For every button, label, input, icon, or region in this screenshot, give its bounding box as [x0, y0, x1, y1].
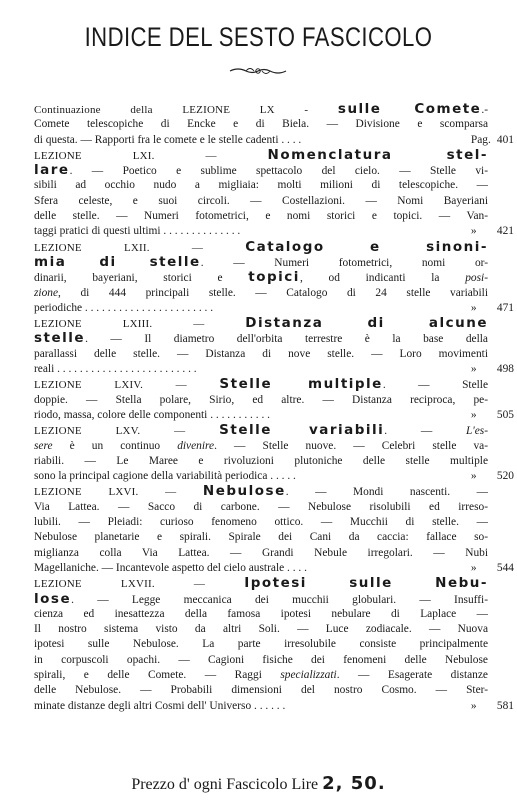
page-title: INDICE DEL SESTO FASCICOLO — [84, 22, 433, 52]
entry-text: doppie. — Stella polare, Sirio, ed altre. — Distanza reciproca, pe- — [34, 393, 488, 406]
lesson-title: stelle — [34, 331, 86, 347]
index-entry — [34, 239, 514, 316]
entry-text: sono la principal cagione della variabilità periodica . . . . . — [34, 470, 296, 483]
index-entry — [34, 102, 514, 148]
index-line — [34, 362, 488, 377]
italic-text: zione — [34, 286, 59, 299]
entry-text: .- — [481, 104, 488, 116]
lesson-title: topici — [248, 270, 300, 286]
index-line — [34, 500, 488, 515]
index-line — [34, 530, 488, 545]
lesson-number: LEZIONE LXI. — — [34, 149, 268, 162]
entry-text: delle Nebulose. — Probabili dimensioni del nostro Cosmo. — Ster- — [34, 684, 488, 697]
italic-text: posi- — [465, 272, 488, 285]
entry-text: riodo, massa, colore delle componenti . . . . . . . . . . . — [34, 408, 270, 421]
entry-text: Magellaniche. — Incantevole aspetto del cielo australe . . . . — [34, 561, 307, 574]
index-line — [34, 637, 488, 652]
index-line — [34, 178, 488, 193]
entry-text: taggi pratici di questi ultimi . . . . . . . . . . . . . . — [34, 225, 241, 238]
index-line — [34, 622, 488, 637]
index-line — [34, 393, 488, 408]
entry-text: . — Stelle — [382, 379, 488, 392]
index-line — [34, 699, 488, 714]
page-reference — [471, 133, 514, 148]
index-line — [34, 653, 488, 668]
page-prefix: » — [470, 699, 477, 712]
index-line — [34, 377, 488, 392]
page-number: 498 — [496, 363, 514, 376]
page-reference — [471, 469, 514, 484]
lesson-title: Distanza di alcune — [245, 316, 488, 332]
page-prefix: » — [470, 470, 477, 483]
italic-text: sere — [34, 439, 53, 452]
entry-text: . — Poetico e sublime spettacolo del cielo. — Stelle vi- — [69, 165, 488, 178]
entry-text: lubili. — Pleiadi: curioso fenomeno ottico. — Mucchii di stelle. — — [34, 516, 488, 529]
entry-text: . — Stelle nuove. — Celebri stelle va- — [214, 439, 488, 452]
index-line — [34, 607, 488, 622]
lesson-number: LEZIONE LXIV. — — [34, 379, 220, 392]
index-line — [34, 102, 488, 117]
page-prefix: » — [470, 225, 477, 238]
entry-text: . — Numeri fotometrici, nomi or- — [200, 256, 488, 269]
entry-text: è un continuo — [52, 439, 178, 452]
entry-text: minate distanze degli altri Cosmi dell' Universo . . . . . . — [34, 699, 286, 712]
entry-text: dinarii, bayeriani, storici e — [34, 272, 249, 285]
entry-text: parallassi delle stelle. — Distanza di nove stelle. — Loro movimenti — [34, 347, 488, 360]
index-line — [34, 117, 488, 132]
lesson-number: LEZIONE LXVI. — — [34, 486, 203, 499]
lesson-title: sulle Comete — [337, 102, 482, 117]
entry-text: . — Mondi nascenti. — — [285, 486, 488, 499]
entry-text: Via Lattea. — Sacco di carbone. — Nebulose risolubili ed irreso- — [34, 500, 488, 513]
entry-text: Sfera celeste, e suoi circoli. — Costellazioni. — Nomi Bayeriani — [34, 194, 488, 207]
entry-text: ipotesi sulle Nebulose. La parte irresolubile consiste principalmente — [34, 638, 488, 651]
index-line — [34, 423, 488, 438]
index-line — [34, 347, 488, 362]
index-line — [34, 576, 488, 591]
lesson-title: Ipotesi sulle Nebu- — [244, 576, 488, 592]
index-line — [34, 561, 488, 576]
index-line — [34, 668, 488, 683]
entry-text: . — Legge meccanica dei mucchii globulari. — Insuffi- — [71, 593, 488, 606]
entry-text: in corpuscoli opachi. — Cagioni fisiche dei fenomeni delle Nebulose — [34, 653, 488, 666]
page-number: 471 — [496, 301, 514, 314]
page-reference — [471, 699, 514, 714]
lesson-number: Continuazione della LEZIONE LX - — [34, 104, 338, 116]
index-line — [34, 286, 488, 301]
entry-text: . — — [384, 425, 466, 438]
index-line — [34, 408, 488, 423]
index-line — [34, 683, 488, 698]
page-reference — [471, 301, 514, 316]
index-line — [34, 240, 488, 255]
index-entry — [34, 316, 514, 377]
page-reference — [471, 561, 514, 576]
index-entry — [34, 147, 514, 240]
lesson-number: LEZIONE LXII. — — [34, 241, 246, 254]
entry-text: spirali, e delle Comete. — Raggi — [34, 668, 281, 681]
index-line — [34, 133, 488, 148]
lesson-title: mia di stelle — [34, 254, 201, 270]
index-line — [34, 469, 488, 484]
index-line — [34, 439, 488, 454]
page-number: 401 — [496, 133, 514, 146]
lesson-title: Catalogo e sinoni- — [245, 239, 488, 255]
index-line — [34, 270, 488, 285]
lesson-title: Nebulose — [202, 484, 286, 500]
entry-text: cienza ed inesattezza della famosa ipotesi nebulare di Laplace — — [34, 607, 488, 620]
entry-text: miglianza colla Via Lattea. — Grandi Nebule irregolari. — Nubi — [34, 546, 488, 559]
index-line — [34, 546, 488, 561]
price-label: Prezzo d' ogni Fascicolo Lire — [131, 776, 319, 793]
entry-text: , di 444 principali stelle. — Catalogo di 24 stelle variabili — [58, 286, 488, 299]
index-line — [34, 209, 488, 224]
page-number: 421 — [496, 225, 514, 238]
index-entry — [34, 423, 514, 484]
index-line — [34, 148, 488, 163]
lesson-title: Nomenclatura stel- — [267, 147, 488, 163]
entry-text: di questa. — Rapporti fra le comete e le stelle cadenti . . . . — [34, 133, 302, 146]
page-prefix: » — [470, 408, 477, 421]
italic-text: L'es- — [465, 425, 488, 438]
index-entry — [34, 377, 514, 423]
page-prefix: Pag. — [470, 133, 491, 146]
lesson-number: LEZIONE LXIII. — — [34, 318, 246, 331]
entry-text: Il nostro sistema visto da altri Soli. — Luce zodiacale. — Nuova — [34, 623, 488, 636]
index-line — [34, 224, 488, 239]
index-line — [34, 163, 488, 178]
index-line — [34, 301, 488, 316]
page-number: 544 — [496, 561, 514, 574]
index-entry — [34, 484, 514, 576]
index-line — [34, 331, 488, 346]
entry-text: Nebulose planetarie e spirali. Spirale dei Cani da caccia: fallace so- — [34, 531, 488, 544]
index-list — [34, 102, 514, 714]
italic-text: divenire — [177, 439, 215, 452]
page-prefix: » — [470, 301, 477, 314]
index-line — [34, 194, 488, 209]
page-reference — [471, 224, 514, 239]
lesson-title: Stelle variabili — [219, 423, 385, 439]
entry-text: periodiche . . . . . . . . . . . . . . . . . . . . . . . — [34, 301, 214, 314]
entry-text: sibili ad occhio nudo a migliaia: molti milioni di telescopiche. — — [34, 179, 488, 192]
ornament-divider — [228, 64, 288, 78]
index-line — [34, 592, 488, 607]
page-number: 520 — [496, 470, 514, 483]
index-line — [34, 454, 488, 469]
lesson-title: lare — [34, 163, 70, 179]
entry-text: . — Esagerate distanze — [336, 668, 488, 681]
lesson-number: LEZIONE LXV. — — [34, 425, 220, 438]
lesson-title: lose — [34, 591, 72, 607]
page-number: 505 — [496, 408, 514, 421]
index-line — [34, 484, 488, 499]
index-entry — [34, 576, 514, 714]
page-prefix: » — [470, 561, 477, 574]
italic-text: specializzati — [280, 668, 337, 681]
lesson-title: Stelle multiple — [219, 377, 383, 393]
index-line — [34, 255, 488, 270]
entry-text: reali . . . . . . . . . . . . . . . . . . . . . . . . . — [34, 363, 197, 376]
index-line — [34, 316, 488, 331]
index-line — [34, 515, 488, 530]
price-line — [0, 773, 517, 794]
entry-text: riabili. — Le Maree e rivoluzioni plutoniche delle stelle multiple — [34, 454, 488, 467]
lesson-number: LEZIONE LXVII. — — [34, 578, 245, 591]
entry-text: Comete telescopiche di Encke e di Biela. — Divisione e scomparsa — [34, 118, 488, 131]
entry-text: . — Il diametro dell'orbita terrestre è la base della — [85, 333, 488, 346]
page-reference — [471, 408, 514, 423]
page-prefix: » — [470, 363, 477, 376]
entry-text: , od indicanti la — [299, 272, 466, 285]
page-number: 581 — [496, 699, 514, 712]
price-amount: 2, 50. — [322, 773, 386, 794]
page-reference — [471, 362, 514, 377]
entry-text: delle stelle. — Numeri fotometrici, e nomi storici e topici. — Van- — [34, 210, 488, 223]
